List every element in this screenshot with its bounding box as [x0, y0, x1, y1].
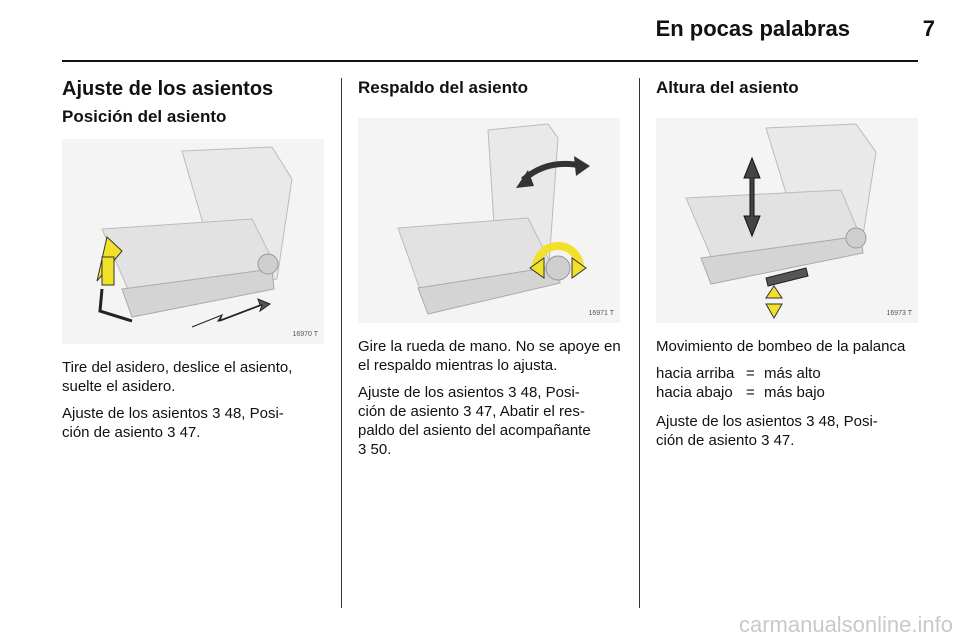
- section-title: Ajuste de los asientos: [62, 78, 274, 100]
- ref-text: Ajuste de los asientos: [62, 405, 213, 422]
- subtitle-seat-position: Posición del asiento: [62, 107, 227, 126]
- ref-text: 48, Posi-: [220, 405, 284, 422]
- ref-text: 48, Posi-: [516, 384, 580, 401]
- reference-text: [358, 383, 626, 459]
- table-cell: más bajo: [764, 384, 825, 401]
- ref-arrow-icon: 3: [167, 424, 176, 441]
- watermark: carmanualsonline.info: [738, 612, 953, 637]
- ref-text: Ajuste de los asientos: [656, 413, 807, 430]
- ref-text: 50.: [366, 441, 392, 458]
- column-backrest: [358, 78, 626, 467]
- column-divider-1: [341, 78, 342, 608]
- instruction-text: Movimiento de bombeo de la palanca: [656, 338, 906, 355]
- ref-arrow-icon: 3: [508, 384, 517, 401]
- lever-table: [656, 364, 922, 402]
- table-cell: =: [746, 365, 755, 382]
- ref-text: Ajuste de los asientos: [358, 384, 509, 401]
- seat-position-illustration: [62, 139, 324, 344]
- ref-text: 47.: [769, 432, 795, 449]
- seat-height-illustration: [656, 118, 918, 323]
- instruction-text: Gire la rueda de mano. No se apoye en el respaldo mientras lo ajusta.: [358, 338, 621, 374]
- reference-text: [656, 412, 922, 450]
- subtitle-seat-height: Altura del asiento: [656, 78, 799, 97]
- figure-code: 16971 T: [588, 310, 614, 317]
- ref-text: 47.: [175, 424, 201, 441]
- column-seat-height: [656, 78, 922, 458]
- column-divider-2: [639, 78, 640, 608]
- ref-arrow-icon: 3: [761, 432, 770, 449]
- instruction-text: Tire del asidero, deslice el asiento, suelte el asidero.: [62, 359, 293, 395]
- table-cell: =: [746, 384, 755, 401]
- column-seat-position: [62, 78, 328, 450]
- seat-drawing-3: [656, 118, 918, 323]
- backrest-illustration: [358, 118, 620, 323]
- ref-text: 47, Abatir el res-: [471, 403, 585, 420]
- ref-text: paldo del asiento del acompañante: [358, 422, 591, 439]
- ref-arrow-icon: 3: [358, 441, 367, 458]
- ref-text: 48, Posi-: [814, 413, 878, 430]
- table-cell: más alto: [764, 365, 821, 382]
- ref-arrow-icon: 3: [806, 413, 815, 430]
- seat-drawing-2: [358, 118, 620, 323]
- figure-code: 16970 T: [292, 331, 318, 338]
- page-number: 7: [922, 16, 935, 41]
- ref-text: ción de asiento: [358, 403, 464, 420]
- ref-text: ción de asiento: [62, 424, 168, 441]
- reference-text: [62, 404, 328, 442]
- subtitle-backrest: Respaldo del asiento: [358, 78, 529, 97]
- table-cell: hacia arriba: [656, 365, 735, 382]
- ref-arrow-icon: 3: [463, 403, 472, 420]
- header-title: En pocas palabras: [655, 16, 850, 41]
- ref-arrow-icon: 3: [212, 405, 221, 422]
- header-rule: [62, 60, 918, 62]
- seat-drawing-1: [62, 139, 324, 344]
- ref-text: ción de asiento: [656, 432, 762, 449]
- table-cell: hacia abajo: [656, 384, 733, 401]
- figure-code: 16973 T: [886, 310, 912, 317]
